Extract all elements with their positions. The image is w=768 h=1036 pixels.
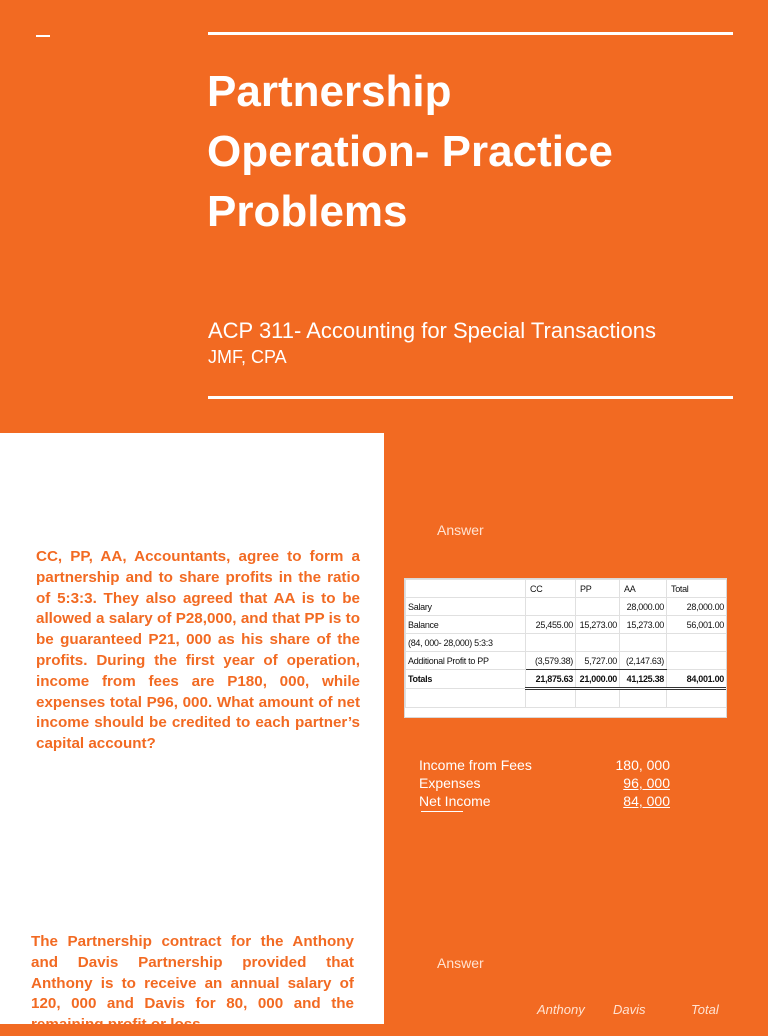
title-line: Operation- Practice bbox=[207, 127, 613, 176]
page-title bbox=[207, 62, 727, 242]
table-row-totals bbox=[406, 670, 727, 689]
row-label: Salary bbox=[406, 598, 526, 616]
title-line: Partnership bbox=[207, 67, 452, 116]
title-line: Problems bbox=[207, 187, 408, 236]
answer-table bbox=[405, 579, 727, 708]
income-amount: 96, 000 bbox=[623, 775, 670, 791]
column-header: Total bbox=[691, 1002, 719, 1017]
cell-total: 84,001.00 bbox=[667, 670, 727, 689]
row-label: Additional Profit to PP bbox=[406, 652, 526, 670]
cell-pp: 5,727.00 bbox=[576, 652, 620, 670]
table-row bbox=[406, 616, 727, 634]
answer-label-2: Answer bbox=[437, 955, 484, 971]
cell-cc bbox=[526, 598, 576, 616]
problem-1-text: CC, PP, AA, Accountants, agree to form a partnership and to share profits in the ratio of 5:3:3. They also agreed that AA is to be allowed a salary of P28,000, and that PP is to be guaranteed P21, 000 as his share of the profits. During the first year of operation, income from fees are P180, 000, while expenses total P96, 000. What amount of net income should be credited to each partner’s capital account? bbox=[36, 548, 360, 753]
table-row bbox=[406, 689, 727, 708]
cell-cc: 25,455.00 bbox=[526, 616, 576, 634]
income-row bbox=[419, 774, 674, 792]
income-label: Expenses bbox=[419, 775, 481, 791]
answer-spreadsheet bbox=[404, 578, 727, 718]
column-header: Anthony bbox=[537, 1002, 585, 1017]
cell-total: 28,000.00 bbox=[667, 598, 727, 616]
cell-pp bbox=[576, 634, 620, 652]
cell-pp bbox=[576, 598, 620, 616]
cell-cc bbox=[526, 634, 576, 652]
column-header: Total bbox=[667, 580, 727, 598]
column-header: AA bbox=[620, 580, 667, 598]
column-header: Davis bbox=[613, 1002, 646, 1017]
row-label: Balance bbox=[406, 616, 526, 634]
cell-total: 56,001.00 bbox=[667, 616, 727, 634]
net-income-underline bbox=[421, 811, 463, 812]
income-amount: 84, 000 bbox=[623, 793, 670, 809]
answer-label-1: Answer bbox=[437, 522, 484, 538]
income-amount: 180, 000 bbox=[615, 757, 670, 773]
problem-2-text: The Partnership contract for the Anthony and Davis Partnership provided that Anthony is to receive an annual salary of 120, 000 and Davis for 80, 000 and the remaining profit or loss bbox=[31, 933, 354, 1034]
income-label: Net Income bbox=[419, 793, 491, 809]
header-bottom-divider bbox=[208, 396, 733, 399]
column-header: CC bbox=[526, 580, 576, 598]
table-row bbox=[406, 598, 727, 616]
cell-cc: (3,579.38) bbox=[526, 652, 576, 670]
corner-dash bbox=[36, 35, 50, 37]
cell-aa: 15,273.00 bbox=[620, 616, 667, 634]
table-row bbox=[406, 634, 727, 652]
cell-cc: 21,875.63 bbox=[526, 670, 576, 689]
row-label: (84, 000- 28,000) 5:3:3 bbox=[406, 634, 526, 652]
course-subtitle: ACP 311- Accounting for Special Transactions bbox=[208, 318, 656, 343]
income-label: Income from Fees bbox=[419, 757, 532, 773]
table-header-row bbox=[406, 580, 727, 598]
cell-total bbox=[667, 634, 727, 652]
cell-total bbox=[667, 652, 727, 670]
table-row bbox=[406, 652, 727, 670]
cell-pp: 21,000.00 bbox=[576, 670, 620, 689]
column-header: PP bbox=[576, 580, 620, 598]
row-label: Totals bbox=[406, 670, 526, 689]
cell-aa: 41,125.38 bbox=[620, 670, 667, 689]
cell-aa: 28,000.00 bbox=[620, 598, 667, 616]
top-divider bbox=[208, 32, 733, 35]
cell-pp: 15,273.00 bbox=[576, 616, 620, 634]
income-row bbox=[419, 792, 674, 810]
income-statement bbox=[419, 756, 674, 812]
author-credit: JMF, CPA bbox=[208, 347, 287, 367]
cell-aa bbox=[620, 634, 667, 652]
income-row bbox=[419, 756, 674, 774]
cell-aa: (2,147.63) bbox=[620, 652, 667, 670]
